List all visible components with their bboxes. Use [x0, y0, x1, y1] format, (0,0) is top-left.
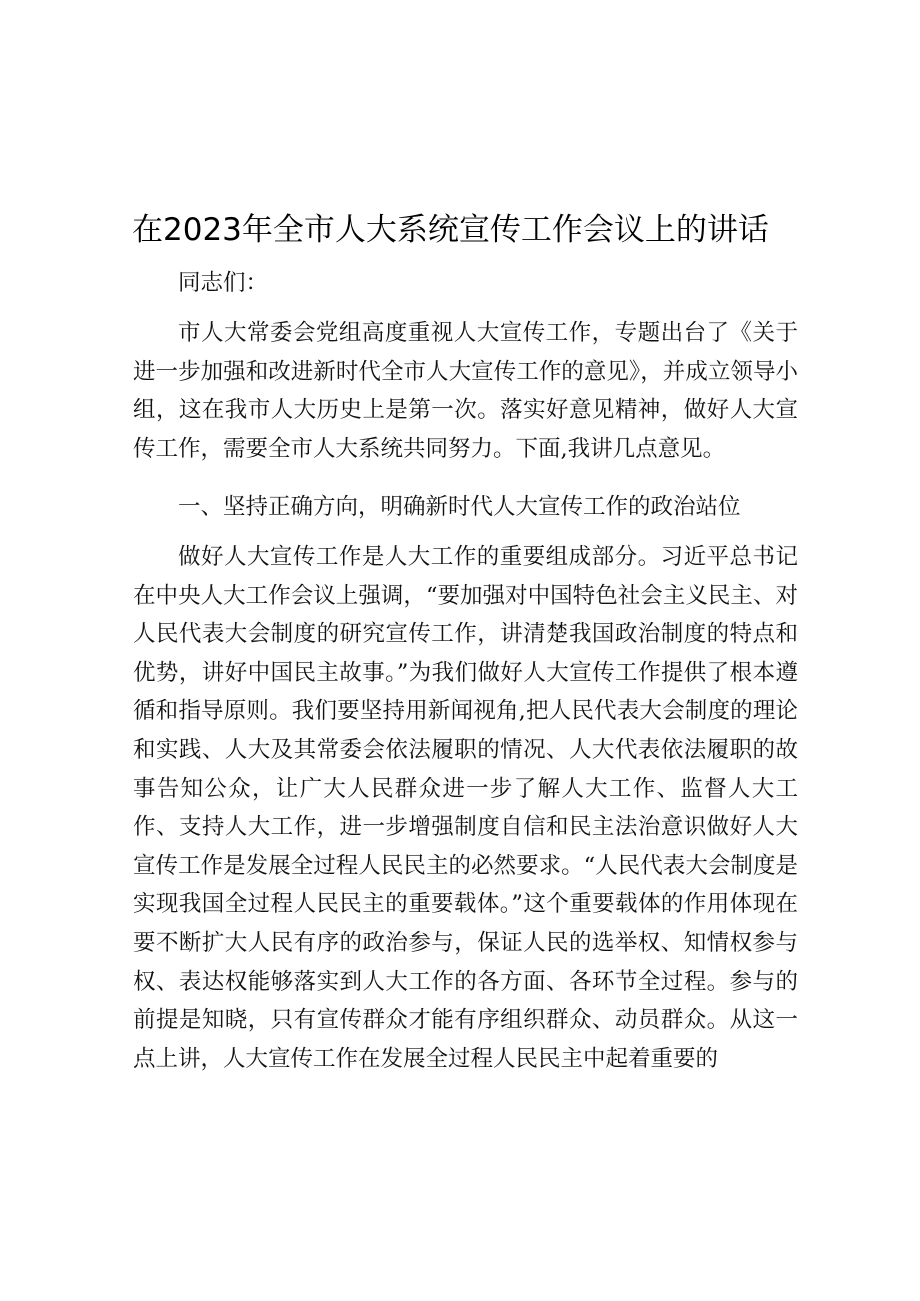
- section-heading-1: 一、坚持正确方向，明确新时代人大宣传工作的政治站位: [178, 494, 741, 520]
- paragraph-intro: 市人大常委会党组高度重视人大宣传工作，专题出台了《关于进一步加强和改进新时代全市人大宣传工作的意见》，并成立领导小组，这在我市人大历史上是第一次。落实好意见精神，做好人大宣传工作，需要全市人大系统共同努力。下面,我讲几点意见。: [133, 320, 798, 462]
- document-title: 在2023年全市人大系统宣传工作会议上的讲话: [132, 212, 769, 248]
- paragraph-section-1: 做好人大宣传工作是人大工作的重要组成部分。习近平总书记在中央人大工作会议上强调，“要加强对中国特色社会主义民主、对人民代表大会制度的研究宣传工作，讲清楚我国政治制度的特点和优势，讲好中国民主故事。”为我们做好人大宣传工作提供了根本遵循和指导原则。我们要坚持用新闻视角,把人民代表大会制度的理论和实践、人大及其常委会依法履职的情况、人大代表依法履职的故事告知公众，让广大人民群众进一步了解人大工作、监督人大工作、支持人大工作，进一步增强制度自信和民主法治意识做好人大宣传工作是发展全过程人民民主的必然要求。“人民代表大会制度是实现我国全过程人民民主的重要载体。”这个重要载体的作用体现在要不断扩大人民有序的政治参与，保证人民的选举权、知情权参与权、表达权能够落实到人大工作的各方面、各环节全过程。参与的前提是知晓，只有宣传群众才能有序组织群众、动员群众。从这一点上讲，人大宣传工作在发展全过程人民民主中起着重要的: [133, 544, 798, 1072]
- greeting: 同志们：: [178, 270, 269, 296]
